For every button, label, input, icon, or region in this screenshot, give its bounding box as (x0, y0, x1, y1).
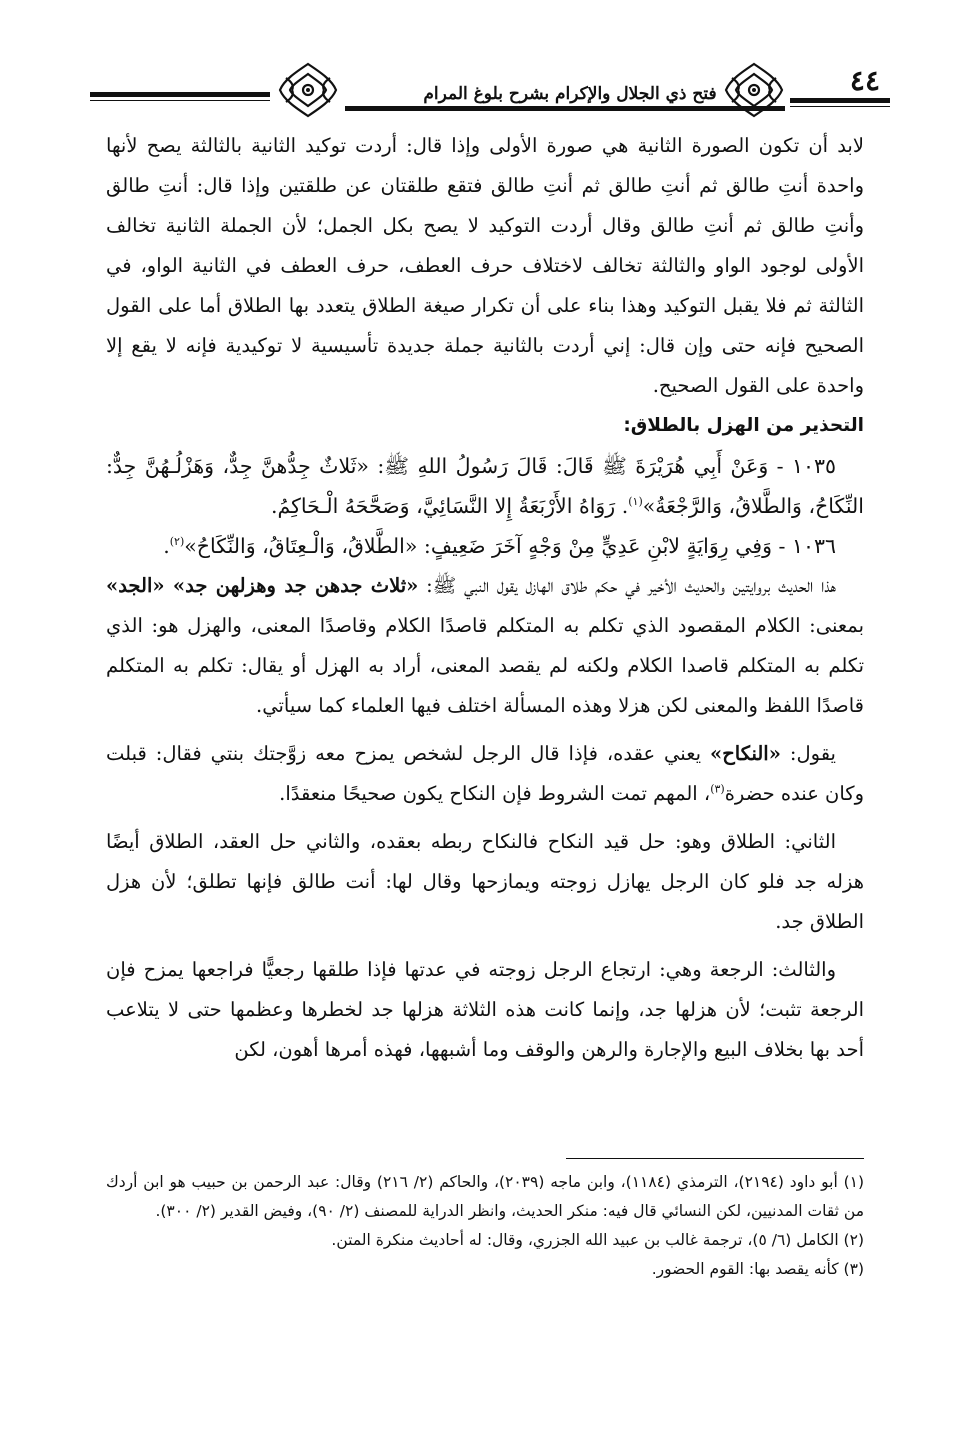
paragraph-rajah: والثالث: الرجعة وهي: ارتجاع الرجل زوجته في عدتها فإذا طلقها رجعيًّا فراجعها يمزح فإن الرجعة تثبت؛ لأن هزلها جد، وإنما كانت هذه الثلاثة هزلها جد لخطرها وعظمها حتى لا يتلاعب أحد بها بخلاف البيع والإجارة والرهن والوقف وما أشبهها، فهذه أمرها أهون، لكن (106, 958, 864, 1061)
page-header (90, 58, 890, 122)
footnote-ref-2: (٢) (169, 535, 185, 549)
header-rule-left (90, 92, 270, 97)
hadith-1035-source: . رَوَاهُ الأَرْبَعَةُ إِلا النَّسَائِيَّ، وَصَحَّحَهُ الْـحَاكِمُ. (270, 494, 629, 518)
nikah-lead: يقول: (780, 742, 836, 765)
book-title: فتح ذي الجلال والإكرام بشرح بلوغ المرام (423, 84, 717, 104)
footnote-ref-3: (٣) (710, 782, 725, 796)
hadith-1036-tail: . (163, 534, 170, 558)
footnote-1: (١) أبو داود (٢١٩٤)، الترمذي (١١٨٤)، وابن ماجه (٢٠٣٩)، والحاكم (٢/ ٢١٦) وقال: عبد الرحمن بن حبيب هو ابن أردك من ثقات المدنيين، لكن النسائي قال فيه: منكر الحديث، وانظر الدراية للمصنف (٢/ ٩٠)، وفيض القدير (٢/ ٣٠٠). (106, 1173, 865, 1220)
explanation-lead: هذا الحديث بروايتين والحديث الأخير في حكم طلاق الهازل يقول النبي ﷺ: (418, 574, 837, 597)
paragraph-explanation (106, 566, 864, 726)
hadith-1036-text: ١٠٣٦ - وَفِي رِوَايَةٍ لابْنِ عَدِيٍّ مِنْ وَجْهٍ آخَرَ ضَعِيفٍ: «الطَّلاقُ، وَالْـعِتَاقُ، وَالنِّكَاحُ» (184, 534, 836, 558)
footnote-separator (566, 1158, 864, 1159)
header-rule-right-thin (790, 106, 890, 107)
paragraph-intro: لابد أن تكون الصورة الثانية هي صورة الأولى وإذا قال: أردت توكيد الثانية بالثالثة يصح لأنها واحدة أنتِ طالق ثم أنتِ طالق ثم أنتِ طالق فتقع طلقتان عن طلقتين وإذا قال: أنتِ طالق وأنتِ طالق ثم أنتِ طالق وقال أردت التوكيد لا يصح بكل الجمل؛ لأن الجملة الثانية تخالف الأولى لوجود الواو والثالثة تخالف لاختلاف حرف العطف، حرف العطف في الثانية الواو، في الثالثة ثم فلا يقبل التوكيد وهذا بناء على أن تكرار صيغة الطلاق يتعدد بها الطلاق أما على القول الصحيح فإنه حتى وإن قال: إني أردت بالثانية جملة جديدة تأسيسية لا توكيدية فإنه لا يقع إلا واحدة على القول الصحيح. (106, 134, 864, 397)
footnote-2: (٢) الكامل (٦/ ٥)، ترجمة غالب بن عبيد الله الجزري، وقال: له أحاديث منكرة المتن. (331, 1231, 864, 1249)
header-rule-center (345, 106, 785, 111)
section-heading: التحذير من الهزل بالطلاق: (623, 415, 864, 436)
hadith-1035 (106, 446, 864, 526)
header-rule-right (790, 98, 890, 103)
paragraph-talaq: الثاني: الطلاق وهو: حل قيد النكاح فالنكاح ربطه بعقده، والثاني حل العقد، الطلاق أيضًا هزله جد فلو كان الرجل يهازل زوجته ويمازحها وقال لها: أنت طالق فإنها تطلق؛ لأن هزل الطلاق جد. (106, 830, 864, 933)
footnote-ref-1: (١) (628, 495, 643, 509)
explanation-body: بمعنى: الكلام المقصود الذي تكلم به المتكلم قاصدًا الكلام وقاصدًا المعنى، والهزل هو: الذي تكلم به المتكلم قاصدا الكلام ولكنه لم يقصد المعنى، أراد به الهزل أو يقال: تكلم به المتكلم قاصدًا اللفظ والمعنى لكن هزلا وهذه المسألة اختلف فيها العلماء كما سيأتي. (106, 614, 864, 717)
main-text (106, 126, 864, 1070)
explanation-quote: «ثلاث جدهن جد وهزلهن جد» «الجد» (106, 574, 419, 597)
hadith-1036 (106, 526, 864, 566)
ornament-right-icon (722, 60, 786, 120)
nikah-term: «النكاح» (710, 742, 781, 765)
nikah-body: يعني عقده، فإذا قال الرجل لشخص يمزح معه زوَّجتك بنتي فقال: قبلت وكان عنده حضرة (106, 742, 864, 805)
footnote-3: (٣) كأنه يقصد بها: القوم الحضور. (651, 1260, 864, 1278)
paragraph-nikah (106, 734, 864, 814)
page-number: ٤٤ (849, 64, 880, 97)
nikah-tail: ، المهم تمت الشروط فإن النكاح يكون صحيحًا منعقدًا. (279, 782, 711, 805)
header-rule-left-thin (90, 100, 270, 101)
ornament-left-icon (276, 60, 340, 120)
hadith-1035-text: ١٠٣٥ - وَعَنْ أَبِي هُرَيْرَةَ ﷺ قَالَ: قَالَ رَسُولُ اللهِ ﷺ: «ثَلاثٌ جِدُّهنَّ جِدٌّ، وَهَزْلُـهُنَّ جِدٌّ: النِّكَاحُ، وَالطَّلاقُ، وَالرَّجْعَةُ» (106, 454, 864, 518)
footnotes (106, 1168, 864, 1284)
